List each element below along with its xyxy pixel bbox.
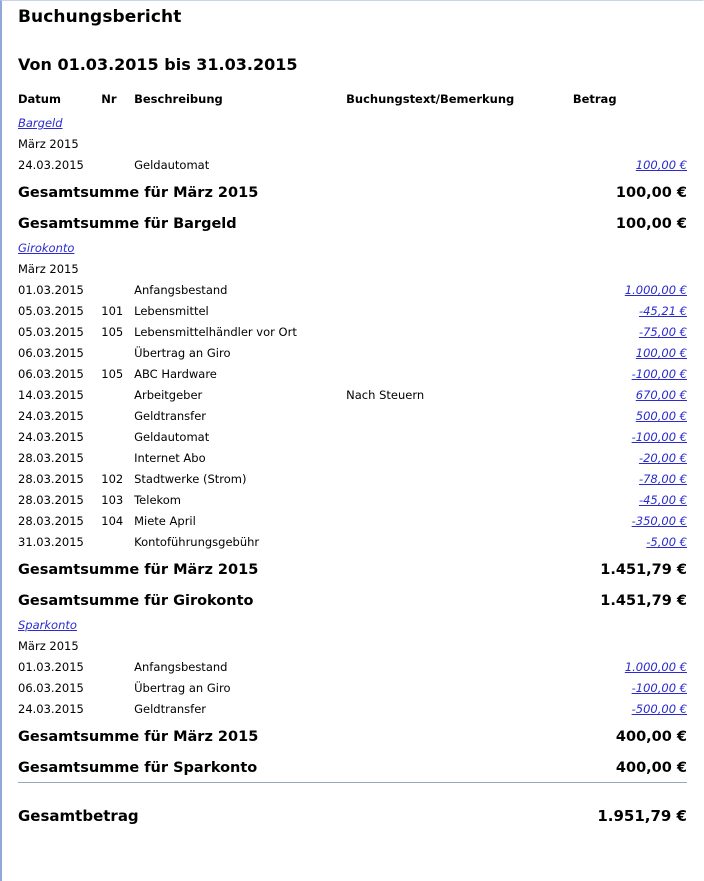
cell-date: 24.03.2015 [18,158,84,172]
cell-nr: 101 [101,304,124,318]
cell-amount[interactable] [571,678,687,699]
cell-amount[interactable] [571,155,687,176]
month-total-row [18,176,687,207]
cell-amount[interactable] [571,385,687,406]
cell-amount[interactable] [571,364,687,385]
month-total-label: Gesamtsumme für März 2015 [18,729,259,745]
cell-date: 01.03.2015 [18,283,84,297]
month-total-label: Gesamtsumme für März 2015 [18,185,259,201]
cell-nr [101,657,134,678]
table-row[interactable] [18,469,687,490]
account-total-row [18,751,687,783]
amount-link[interactable]: -20,00 € [638,451,687,465]
cell-date: 28.03.2015 [18,451,84,465]
cell-note [346,155,571,176]
cell-nr: 105 [101,325,124,339]
cell-date: 28.03.2015 [18,472,84,486]
cell-nr [101,678,134,699]
cell-note: Nach Steuern [346,388,425,402]
account-total-label: Gesamtsumme für Bargeld [18,216,237,232]
cell-description: Übertrag an Giro [134,346,231,360]
cell-date: 06.03.2015 [18,367,84,381]
account-total-row [18,584,687,615]
amount-link[interactable]: -75,00 € [638,325,687,339]
cell-note [346,448,571,469]
table-row[interactable] [18,385,687,406]
cell-description: Lebensmittelhändler vor Ort [134,325,297,339]
cell-date: 05.03.2015 [18,304,84,318]
cell-amount[interactable] [571,301,687,322]
cell-note [346,343,571,364]
cell-date: 24.03.2015 [18,409,84,423]
cell-description: Anfangsbestand [134,660,228,674]
cell-date: 01.03.2015 [18,660,84,674]
cell-nr: 105 [101,367,124,381]
cell-amount[interactable] [571,280,687,301]
amount-link[interactable]: -350,00 € [631,514,687,528]
divider [18,783,687,794]
amount-link[interactable]: -45,00 € [638,493,687,507]
table-row[interactable] [18,532,687,553]
cell-nr [101,280,134,301]
cell-nr: 102 [101,472,124,486]
amount-link[interactable]: 1.000,00 € [624,660,687,674]
column-header-date: Datum [18,92,61,106]
cell-note [346,322,571,343]
account-total-label: Gesamtsumme für Sparkonto [18,760,258,776]
table-row[interactable] [18,448,687,469]
month-total-amount: 1.451,79 € [600,562,687,578]
amount-link[interactable]: -78,00 € [638,472,687,486]
table-row[interactable] [18,322,687,343]
cell-description: Geldtransfer [134,702,207,716]
cell-description: Kontoführungsgebühr [134,535,260,549]
cell-amount[interactable] [571,406,687,427]
cell-amount[interactable] [571,448,687,469]
account-name-label[interactable]: Sparkonto [18,618,77,632]
cell-note [346,699,571,720]
account-header-row [18,113,687,134]
cell-amount[interactable] [571,490,687,511]
account-total-amount: 100,00 € [615,216,687,232]
cell-amount[interactable] [571,657,687,678]
cell-amount[interactable] [571,343,687,364]
month-header-row [18,259,687,280]
account-name-link[interactable] [18,615,687,636]
cell-nr: 104 [101,514,124,528]
month-header-row [18,134,687,155]
amount-link[interactable]: 670,00 € [635,388,687,402]
account-total-row [18,207,687,238]
cell-date: 31.03.2015 [18,535,84,549]
cell-nr [101,532,134,553]
table-row[interactable] [18,301,687,322]
amount-link[interactable]: -100,00 € [631,430,687,444]
cell-date: 24.03.2015 [18,702,84,716]
cell-nr [101,385,134,406]
month-total-row [18,553,687,584]
cell-description: Geldautomat [134,158,210,172]
cell-description: Geldtransfer [134,409,207,423]
table-row[interactable] [18,699,687,720]
table-row[interactable] [18,280,687,301]
cell-description: Geldautomat [134,430,210,444]
cell-description: Arbeitgeber [134,388,203,402]
account-total-label: Gesamtsumme für Girokonto [18,593,254,609]
grand-total-amount: 1.951,79 € [597,807,687,825]
amount-link[interactable]: 100,00 € [635,158,687,172]
cell-description: Anfangsbestand [134,283,228,297]
cell-date: 06.03.2015 [18,346,84,360]
cell-nr [101,406,134,427]
cell-nr [101,448,134,469]
amount-link[interactable]: -5,00 € [646,535,687,549]
cell-description: ABC Hardware [134,367,217,381]
cell-note [346,511,571,532]
month-total-amount: 400,00 € [615,729,687,745]
cell-nr [101,343,134,364]
month-total-label: Gesamtsumme für März 2015 [18,562,259,578]
account-total-amount: 400,00 € [615,760,687,776]
account-header-row [18,615,687,636]
month-label: März 2015 [18,639,79,653]
table-row[interactable] [18,678,687,699]
cell-description: Miete April [134,514,196,528]
month-total-amount: 100,00 € [615,185,687,201]
cell-date: 28.03.2015 [18,493,84,507]
transactions-table [18,92,687,829]
table-row[interactable] [18,657,687,678]
amount-link[interactable]: 100,00 € [635,346,687,360]
cell-note [346,657,571,678]
cell-nr [101,427,134,448]
cell-note [346,364,571,385]
cell-nr: 103 [101,493,124,507]
column-header-amount: Betrag [572,92,617,106]
cell-description: Lebensmittel [134,304,209,318]
table-header-row [18,92,687,113]
cell-description: Internet Abo [134,451,206,465]
cell-note [346,490,571,511]
amount-link[interactable]: 1.000,00 € [624,283,687,297]
cell-description: Stadtwerke (Strom) [134,472,247,486]
cell-amount[interactable] [571,322,687,343]
cell-nr [101,155,134,176]
cell-date: 28.03.2015 [18,514,84,528]
account-header-row [18,238,687,259]
cell-amount[interactable] [571,511,687,532]
amount-link[interactable]: -100,00 € [631,367,687,381]
month-header-row [18,636,687,657]
table-row[interactable] [18,511,687,532]
table-row[interactable] [18,155,687,176]
grand-total-label: Gesamtbetrag [18,807,139,825]
month-label: März 2015 [18,262,79,276]
month-total-row [18,720,687,751]
amount-link[interactable]: -100,00 € [631,681,687,695]
cell-date: 05.03.2015 [18,325,84,339]
grand-total-separator [18,783,687,794]
cell-note [346,532,571,553]
cell-amount[interactable] [571,469,687,490]
month-label: März 2015 [18,137,79,151]
table-row[interactable] [18,364,687,385]
cell-note [346,427,571,448]
cell-description: Telekom [134,493,182,507]
table-row[interactable] [18,490,687,511]
cell-date: 24.03.2015 [18,430,84,444]
account-name-link[interactable] [18,238,687,259]
cell-note [346,406,571,427]
account-name-label[interactable]: Bargeld [18,116,63,130]
cell-note [346,469,571,490]
cell-note [346,301,571,322]
table-row[interactable] [18,343,687,364]
table-row[interactable] [18,427,687,448]
amount-link[interactable]: -500,00 € [631,702,687,716]
cell-date: 14.03.2015 [18,388,84,402]
cell-note [346,678,571,699]
amount-link[interactable]: 500,00 € [635,409,687,423]
cell-amount[interactable] [571,532,687,553]
cell-description: Übertrag an Giro [134,681,231,695]
account-total-amount: 1.451,79 € [600,593,687,609]
table-row[interactable] [18,406,687,427]
account-name-label[interactable]: Girokonto [18,241,75,255]
table-body [18,113,687,829]
amount-link[interactable]: -45,21 € [638,304,687,318]
column-header-note: Buchungstext/Bemerkung [346,92,515,106]
cell-amount[interactable] [571,699,687,720]
column-header-nr: Nr [101,92,117,106]
account-name-link[interactable] [18,113,687,134]
cell-amount[interactable] [571,427,687,448]
cell-note [346,280,571,301]
page-title: Buchungsbericht [18,7,182,27]
grand-total-row [18,793,687,829]
cell-date: 06.03.2015 [18,681,84,695]
cell-nr [101,699,134,720]
table-header [18,92,687,113]
date-range-subtitle: Von 01.03.2015 bis 31.03.2015 [18,55,298,74]
column-header-description: Beschreibung [134,92,223,106]
